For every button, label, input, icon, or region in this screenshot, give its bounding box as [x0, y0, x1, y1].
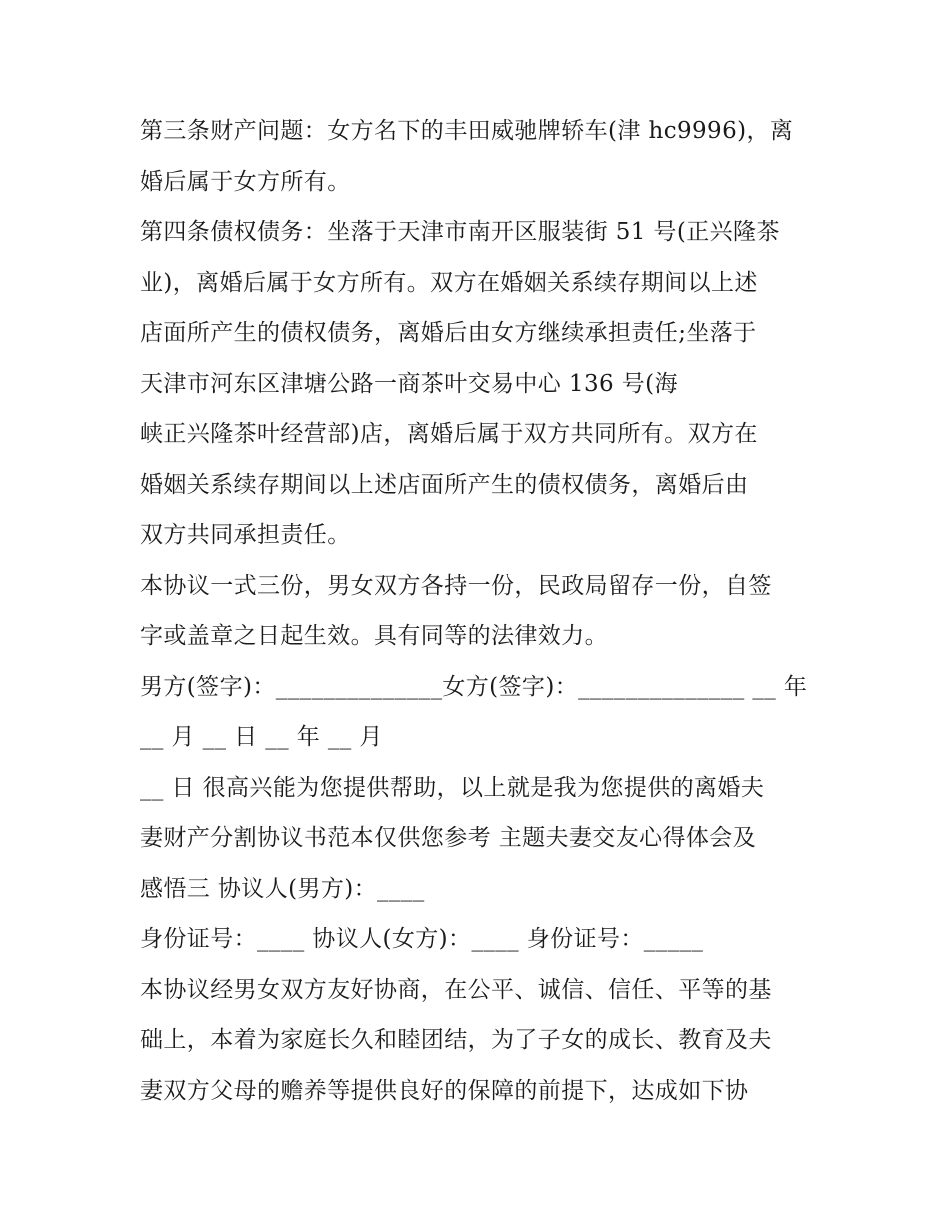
- signature-line: 男方(签字)：______________女方(签字)：______________ __ 年: [140, 673, 808, 700]
- text-line: 第三条财产问题：女方名下的丰田威驰牌轿车(津 hc9996)，离: [140, 118, 794, 144]
- text-line: 双方共同承担责任。: [140, 522, 351, 548]
- text-line: 字或盖章之日起生效。具有同等的法律效力。: [140, 623, 608, 649]
- text-line: 妻财产分割协议书范本仅供您参考 主题夫妻交友心得体会及: [140, 825, 757, 851]
- id-number-line: 身份证号：____ 协议人(女方)：____ 身份证号：_____: [140, 926, 704, 952]
- text-line: 妻双方父母的赡养等提供良好的保障的前提下，达成如下协: [140, 1077, 749, 1104]
- text-line: 本协议一式三份，男女双方各持一份，民政局留存一份，自签: [140, 572, 772, 599]
- text-line: 天津市河东区津塘公路一商茶叶交易中心 136 号(海: [140, 370, 678, 397]
- text-line: __ 日 很高兴能为您提供帮助，以上就是我为您提供的离婚夫: [140, 774, 765, 801]
- text-line: 峡正兴隆茶叶经营部)店，离婚后属于双方共同所有。双方在: [140, 421, 758, 447]
- text-line: 第四条债权债务：坐落于天津市南开区服装街 51 号(正兴隆茶: [140, 219, 780, 245]
- document-body: [140, 106, 820, 1116]
- text-line: 本协议经男女双方友好协商，在公平、诚信、信任、平等的基: [140, 976, 772, 1003]
- text-line: 店面所产生的债权债务，离婚后由女方继续承担责任;坐落于: [140, 320, 757, 346]
- party-line: 感悟三 协议人(男方)：____: [140, 875, 425, 902]
- text-line: 婚姻关系续存期间以上述店面所产生的债权债务，离婚后由: [140, 471, 749, 498]
- text-line: 础上，本着为家庭长久和睦团结，为了子女的成长、教育及夫: [140, 1027, 772, 1053]
- text-line: 业)，离婚后属于女方所有。双方在婚姻关系续存期间以上述: [140, 269, 758, 296]
- date-line: __ 月 __ 日 __ 年 __ 月: [140, 724, 383, 750]
- text-line: 婚后属于女方所有。: [140, 168, 351, 195]
